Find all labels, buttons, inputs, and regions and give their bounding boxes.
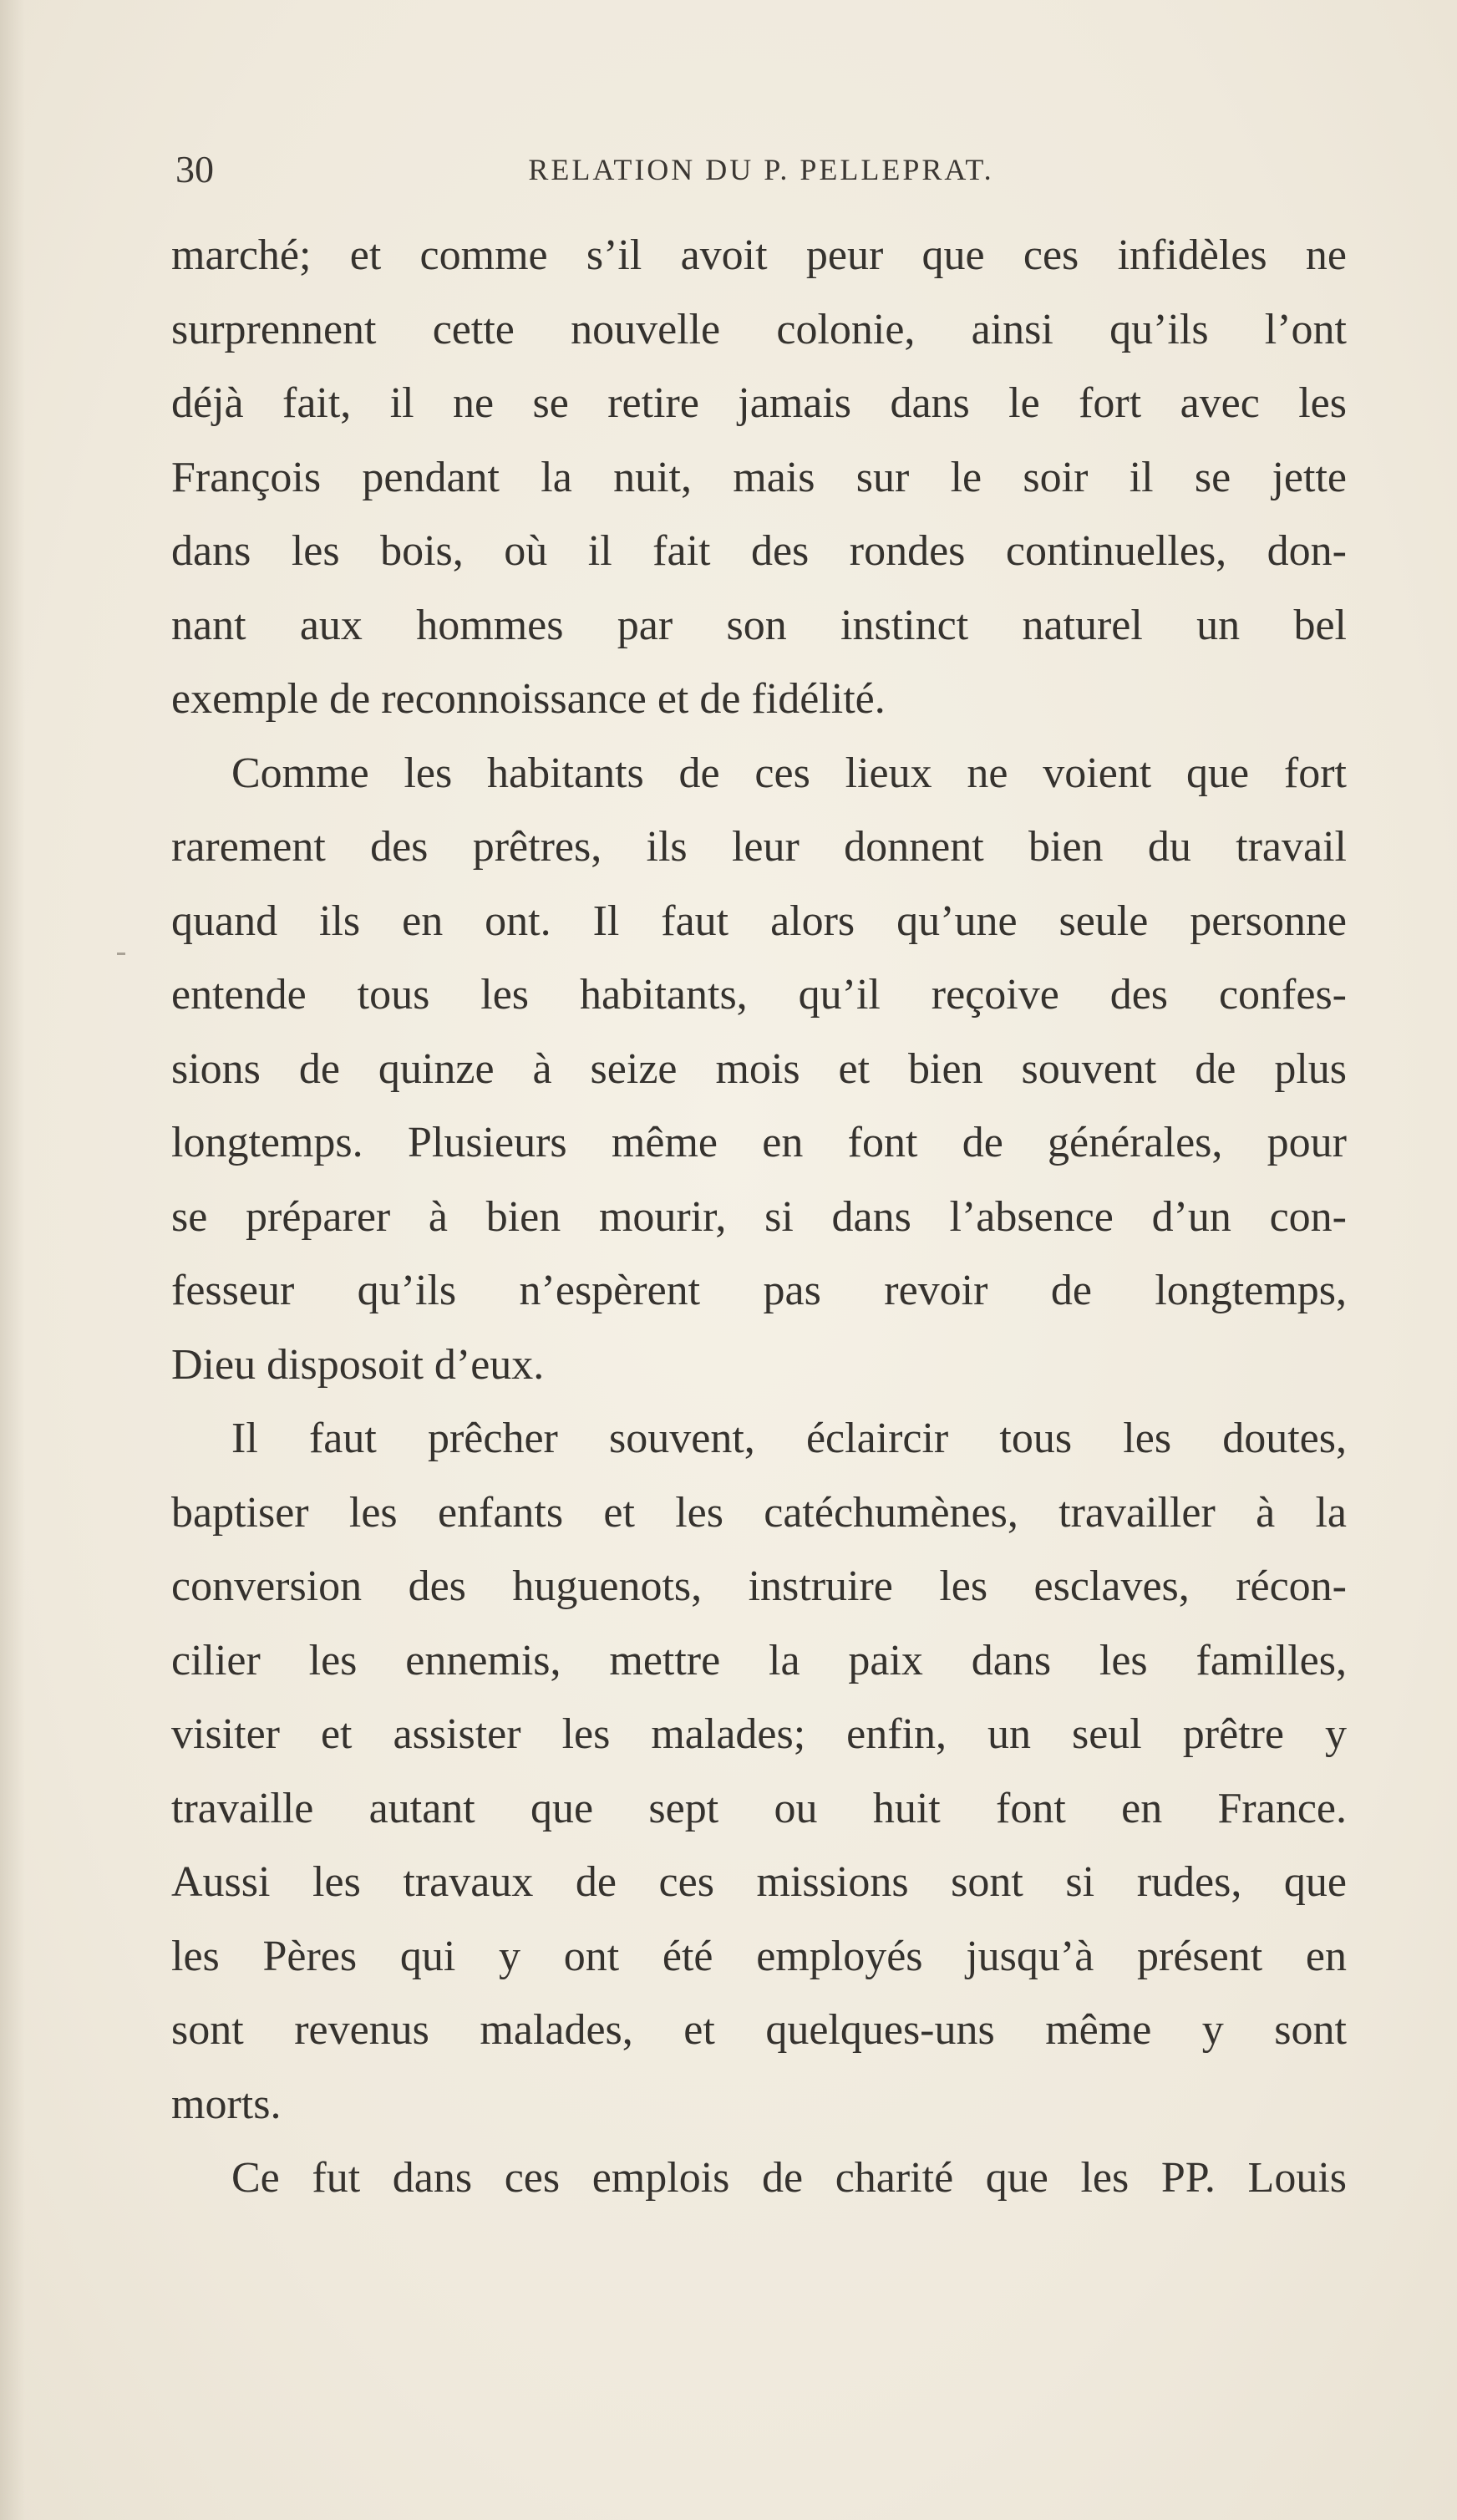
- text-line: sions de quinze à seize mois et bien souvent de plus: [171, 1044, 1347, 1093]
- text-line: Il faut prêcher souvent, éclaircir tous les doutes,: [231, 1415, 1347, 1462]
- running-header: [175, 140, 1347, 199]
- text-line: rarement des prêtres, ils leur donnent bien du travail: [171, 823, 1347, 871]
- text-line: François pendant la nuit, mais sur le soir il se jette: [171, 453, 1347, 501]
- text-line: Dieu disposoit d’eux.: [171, 1340, 545, 1389]
- page-number: 30: [175, 148, 214, 191]
- text-line: exemple de reconnoissance et de fidélité.: [171, 675, 886, 723]
- text-line: sont revenus malades, et quelques-uns même y sont: [171, 2006, 1347, 2054]
- text-line: baptiser les enfants et les catéchumènes, travailler à la: [171, 1488, 1347, 1537]
- text-line: morts.: [171, 2080, 282, 2128]
- text-line: marché; et comme s’il avoit peur que ces infidèles ne: [171, 231, 1347, 279]
- text-line: les Pères qui y ont été employés jusqu’à présent en: [171, 1932, 1347, 1980]
- text-line: entende tous les habitants, qu’il reçoive des confes-: [171, 971, 1347, 1019]
- text-line: dans les bois, où il fait des rondes continuelles, don-: [171, 527, 1347, 575]
- text-line: quand ils en ont. Il faut alors qu’une seule personne: [171, 897, 1347, 945]
- text-line: déjà fait, il ne se retire jamais dans le fort avec les: [171, 379, 1347, 427]
- gutter-shadow: [0, 0, 25, 2520]
- text-line: visiter et assister les malades; enfin, un seul prêtre y: [171, 1710, 1347, 1758]
- running-title: RELATION DU P. PELLEPRAT.: [528, 153, 994, 186]
- text-line: nant aux hommes par son instinct naturel un bel: [171, 601, 1347, 649]
- text-line: Ce fut dans ces emplois de charité que les PP. Louis: [231, 2154, 1347, 2202]
- text-line: conversion des huguenots, instruire les esclaves, récon-: [171, 1562, 1347, 1610]
- text-line: Aussi les travaux de ces missions sont si rudes, que: [171, 1858, 1347, 1906]
- paper-speck: [117, 953, 125, 955]
- text-line: cilier les ennemis, mettre la paix dans les familles,: [171, 1636, 1347, 1684]
- body-text: [171, 219, 1347, 2216]
- text-line: travaille autant que sept ou huit font en France.: [171, 1784, 1347, 1832]
- text-line: se préparer à bien mourir, si dans l’absence d’un con-: [171, 1192, 1347, 1241]
- text-line: longtemps. Plusieurs même en font de générales, pour: [171, 1119, 1347, 1166]
- text-line: surprennent cette nouvelle colonie, ainsi qu’ils l’ont: [171, 305, 1347, 353]
- text-line: Comme les habitants de ces lieux ne voient que fort: [231, 749, 1347, 797]
- text-line: fesseur qu’ils n’espèrent pas revoir de longtemps,: [171, 1267, 1347, 1314]
